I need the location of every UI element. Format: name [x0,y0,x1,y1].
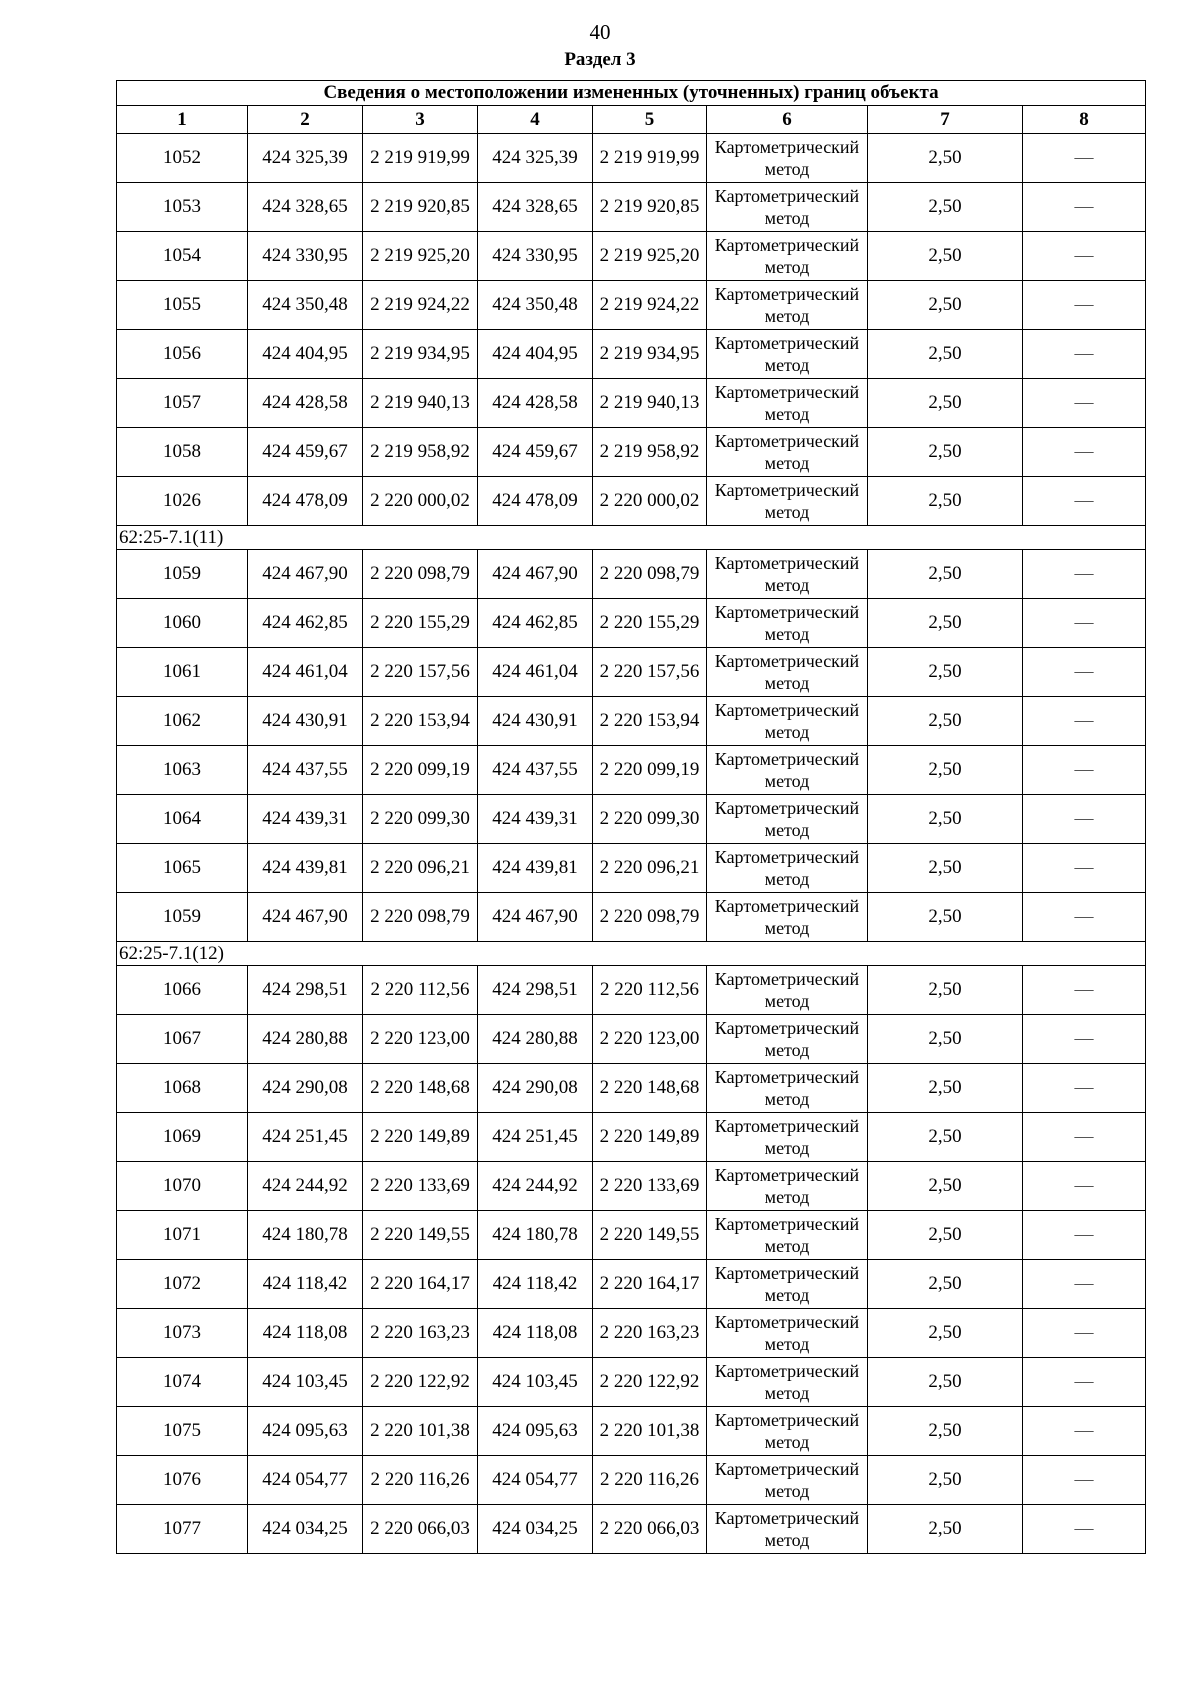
description-cell: — [1023,1064,1146,1113]
description-cell: — [1023,281,1146,330]
y-existing-cell: 2 219 958,92 [363,428,478,477]
description-cell: — [1023,966,1146,1015]
y-new-cell: 2 219 925,20 [593,232,707,281]
method-cell: Картометрический метод [707,844,868,893]
table-row [117,1162,1146,1211]
description-cell: — [1023,477,1146,526]
x-new-cell: 424 330,95 [478,232,593,281]
point-number-cell: 1060 [117,599,248,648]
y-new-cell: 2 220 157,56 [593,648,707,697]
accuracy-cell: 2,50 [868,648,1023,697]
x-existing-cell: 424 404,95 [248,330,363,379]
table-row [117,1456,1146,1505]
y-new-cell: 2 219 924,22 [593,281,707,330]
x-new-cell: 424 103,45 [478,1358,593,1407]
accuracy-cell: 2,50 [868,281,1023,330]
x-new-cell: 424 404,95 [478,330,593,379]
method-cell: Картометрический метод [707,1064,868,1113]
description-cell: — [1023,1113,1146,1162]
y-existing-cell: 2 220 122,92 [363,1358,478,1407]
column-number-row [117,106,1146,134]
y-existing-cell: 2 220 116,26 [363,1456,478,1505]
y-new-cell: 2 220 066,03 [593,1505,707,1554]
x-new-cell: 424 298,51 [478,966,593,1015]
contour-group-row [117,942,1146,966]
y-existing-cell: 2 220 163,23 [363,1309,478,1358]
method-cell: Картометрический метод [707,232,868,281]
y-new-cell: 2 220 122,92 [593,1358,707,1407]
accuracy-cell: 2,50 [868,893,1023,942]
contour-label: 62:25-7.1(11) [117,526,1146,550]
y-new-cell: 2 220 116,26 [593,1456,707,1505]
description-cell: — [1023,1260,1146,1309]
point-number-cell: 1067 [117,1015,248,1064]
table-row [117,599,1146,648]
x-new-cell: 424 459,67 [478,428,593,477]
table-row [117,1064,1146,1113]
table-row [117,379,1146,428]
description-cell: — [1023,428,1146,477]
x-existing-cell: 424 118,42 [248,1260,363,1309]
method-cell: Картометрический метод [707,648,868,697]
x-existing-cell: 424 118,08 [248,1309,363,1358]
x-new-cell: 424 467,90 [478,893,593,942]
x-new-cell: 424 118,08 [478,1309,593,1358]
point-number-cell: 1071 [117,1211,248,1260]
point-number-cell: 1075 [117,1407,248,1456]
x-new-cell: 424 462,85 [478,599,593,648]
point-number-cell: 1056 [117,330,248,379]
point-number-cell: 1055 [117,281,248,330]
accuracy-cell: 2,50 [868,477,1023,526]
y-existing-cell: 2 219 920,85 [363,183,478,232]
column-number-1: 1 [117,106,248,134]
point-number-cell: 1077 [117,1505,248,1554]
accuracy-cell: 2,50 [868,134,1023,183]
method-cell: Картометрический метод [707,599,868,648]
method-cell: Картометрический метод [707,281,868,330]
accuracy-cell: 2,50 [868,1358,1023,1407]
x-new-cell: 424 461,04 [478,648,593,697]
x-existing-cell: 424 467,90 [248,893,363,942]
x-existing-cell: 424 467,90 [248,550,363,599]
point-number-cell: 1065 [117,844,248,893]
x-new-cell: 424 478,09 [478,477,593,526]
x-new-cell: 424 428,58 [478,379,593,428]
accuracy-cell: 2,50 [868,232,1023,281]
x-existing-cell: 424 054,77 [248,1456,363,1505]
y-existing-cell: 2 220 148,68 [363,1064,478,1113]
y-new-cell: 2 220 112,56 [593,966,707,1015]
description-cell: — [1023,1358,1146,1407]
x-new-cell: 424 180,78 [478,1211,593,1260]
table-caption: Сведения о местоположении измененных (уточненных) границ объекта [117,81,1146,106]
description-cell: — [1023,232,1146,281]
table-row [117,1505,1146,1554]
y-new-cell: 2 220 123,00 [593,1015,707,1064]
point-number-cell: 1066 [117,966,248,1015]
x-new-cell: 424 054,77 [478,1456,593,1505]
description-cell: — [1023,844,1146,893]
description-cell: — [1023,330,1146,379]
x-existing-cell: 424 244,92 [248,1162,363,1211]
y-new-cell: 2 219 958,92 [593,428,707,477]
point-number-cell: 1054 [117,232,248,281]
y-new-cell: 2 219 934,95 [593,330,707,379]
x-existing-cell: 424 459,67 [248,428,363,477]
point-number-cell: 1064 [117,795,248,844]
table-row [117,1358,1146,1407]
section-title: Раздел 3 [564,49,636,70]
accuracy-cell: 2,50 [868,844,1023,893]
table-row [117,1113,1146,1162]
point-number-cell: 1057 [117,379,248,428]
accuracy-cell: 2,50 [868,966,1023,1015]
y-existing-cell: 2 220 133,69 [363,1162,478,1211]
point-number-cell: 1058 [117,428,248,477]
y-existing-cell: 2 220 096,21 [363,844,478,893]
column-number-7: 7 [868,106,1023,134]
contour-group-row [117,526,1146,550]
method-cell: Картометрический метод [707,1260,868,1309]
x-new-cell: 424 439,31 [478,795,593,844]
y-existing-cell: 2 220 098,79 [363,550,478,599]
description-cell: — [1023,550,1146,599]
y-new-cell: 2 220 098,79 [593,893,707,942]
column-number-4: 4 [478,106,593,134]
x-existing-cell: 424 439,31 [248,795,363,844]
y-existing-cell: 2 220 000,02 [363,477,478,526]
method-cell: Картометрический метод [707,183,868,232]
x-new-cell: 424 244,92 [478,1162,593,1211]
x-existing-cell: 424 428,58 [248,379,363,428]
y-new-cell: 2 219 919,99 [593,134,707,183]
description-cell: — [1023,893,1146,942]
accuracy-cell: 2,50 [868,1211,1023,1260]
x-existing-cell: 424 325,39 [248,134,363,183]
table-row [117,844,1146,893]
method-cell: Картометрический метод [707,330,868,379]
column-number-5: 5 [593,106,707,134]
method-cell: Картометрический метод [707,1309,868,1358]
column-number-8: 8 [1023,106,1146,134]
method-cell: Картометрический метод [707,428,868,477]
table-row [117,746,1146,795]
accuracy-cell: 2,50 [868,746,1023,795]
point-number-cell: 1059 [117,893,248,942]
description-cell: — [1023,1407,1146,1456]
accuracy-cell: 2,50 [868,1162,1023,1211]
x-existing-cell: 424 034,25 [248,1505,363,1554]
point-number-cell: 1069 [117,1113,248,1162]
description-cell: — [1023,697,1146,746]
column-number-3: 3 [363,106,478,134]
x-existing-cell: 424 430,91 [248,697,363,746]
x-existing-cell: 424 437,55 [248,746,363,795]
point-number-cell: 1053 [117,183,248,232]
point-number-cell: 1076 [117,1456,248,1505]
x-existing-cell: 424 298,51 [248,966,363,1015]
accuracy-cell: 2,50 [868,599,1023,648]
x-new-cell: 424 251,45 [478,1113,593,1162]
x-existing-cell: 424 478,09 [248,477,363,526]
method-cell: Картометрический метод [707,1456,868,1505]
x-existing-cell: 424 328,65 [248,183,363,232]
x-new-cell: 424 430,91 [478,697,593,746]
y-new-cell: 2 220 164,17 [593,1260,707,1309]
method-cell: Картометрический метод [707,697,868,746]
y-new-cell: 2 220 149,89 [593,1113,707,1162]
accuracy-cell: 2,50 [868,1015,1023,1064]
y-existing-cell: 2 220 155,29 [363,599,478,648]
accuracy-cell: 2,50 [868,1505,1023,1554]
table-row [117,428,1146,477]
point-number-cell: 1073 [117,1309,248,1358]
method-cell: Картометрический метод [707,550,868,599]
x-existing-cell: 424 462,85 [248,599,363,648]
x-new-cell: 424 280,88 [478,1015,593,1064]
method-cell: Картометрический метод [707,966,868,1015]
y-new-cell: 2 219 940,13 [593,379,707,428]
column-number-6: 6 [707,106,868,134]
description-cell: — [1023,379,1146,428]
x-new-cell: 424 290,08 [478,1064,593,1113]
x-new-cell: 424 328,65 [478,183,593,232]
boundary-coordinates-table [116,80,1146,1554]
y-existing-cell: 2 220 164,17 [363,1260,478,1309]
table-row [117,966,1146,1015]
accuracy-cell: 2,50 [868,1456,1023,1505]
accuracy-cell: 2,50 [868,183,1023,232]
table-row [117,477,1146,526]
point-number-cell: 1059 [117,550,248,599]
y-new-cell: 2 220 099,30 [593,795,707,844]
description-cell: — [1023,599,1146,648]
accuracy-cell: 2,50 [868,379,1023,428]
point-number-cell: 1072 [117,1260,248,1309]
description-cell: — [1023,1015,1146,1064]
point-number-cell: 1074 [117,1358,248,1407]
method-cell: Картометрический метод [707,1358,868,1407]
x-existing-cell: 424 095,63 [248,1407,363,1456]
table-row [117,550,1146,599]
x-existing-cell: 424 439,81 [248,844,363,893]
method-cell: Картометрический метод [707,795,868,844]
contour-label: 62:25-7.1(12) [117,942,1146,966]
x-new-cell: 424 437,55 [478,746,593,795]
accuracy-cell: 2,50 [868,1064,1023,1113]
y-existing-cell: 2 219 934,95 [363,330,478,379]
table-row [117,1407,1146,1456]
x-new-cell: 424 467,90 [478,550,593,599]
y-existing-cell: 2 219 925,20 [363,232,478,281]
y-new-cell: 2 220 155,29 [593,599,707,648]
y-new-cell: 2 219 920,85 [593,183,707,232]
x-existing-cell: 424 180,78 [248,1211,363,1260]
accuracy-cell: 2,50 [868,697,1023,746]
page-number: 40 [589,20,611,44]
table-row [117,1015,1146,1064]
y-new-cell: 2 220 099,19 [593,746,707,795]
table-row [117,134,1146,183]
x-existing-cell: 424 103,45 [248,1358,363,1407]
table-row [117,183,1146,232]
description-cell: — [1023,1309,1146,1358]
y-existing-cell: 2 220 098,79 [363,893,478,942]
x-existing-cell: 424 350,48 [248,281,363,330]
point-number-cell: 1062 [117,697,248,746]
x-existing-cell: 424 280,88 [248,1015,363,1064]
point-number-cell: 1063 [117,746,248,795]
x-new-cell: 424 350,48 [478,281,593,330]
table-row [117,281,1146,330]
y-existing-cell: 2 220 112,56 [363,966,478,1015]
table-row [117,1260,1146,1309]
description-cell: — [1023,1162,1146,1211]
y-existing-cell: 2 220 066,03 [363,1505,478,1554]
y-existing-cell: 2 220 149,89 [363,1113,478,1162]
table-row [117,697,1146,746]
accuracy-cell: 2,50 [868,1309,1023,1358]
method-cell: Картометрический метод [707,1505,868,1554]
description-cell: — [1023,183,1146,232]
accuracy-cell: 2,50 [868,1260,1023,1309]
method-cell: Картометрический метод [707,1211,868,1260]
point-number-cell: 1070 [117,1162,248,1211]
method-cell: Картометрический метод [707,134,868,183]
description-cell: — [1023,1456,1146,1505]
table-row [117,795,1146,844]
table-row [117,648,1146,697]
table-row [117,1309,1146,1358]
method-cell: Картометрический метод [707,1162,868,1211]
accuracy-cell: 2,50 [868,795,1023,844]
y-new-cell: 2 220 153,94 [593,697,707,746]
x-new-cell: 424 439,81 [478,844,593,893]
y-existing-cell: 2 220 157,56 [363,648,478,697]
y-existing-cell: 2 219 940,13 [363,379,478,428]
x-new-cell: 424 325,39 [478,134,593,183]
y-existing-cell: 2 220 099,19 [363,746,478,795]
y-existing-cell: 2 220 099,30 [363,795,478,844]
table-row [117,893,1146,942]
table-row [117,1211,1146,1260]
description-cell: — [1023,1505,1146,1554]
point-number-cell: 1052 [117,134,248,183]
y-new-cell: 2 220 096,21 [593,844,707,893]
table-row [117,232,1146,281]
point-number-cell: 1061 [117,648,248,697]
description-cell: — [1023,795,1146,844]
y-new-cell: 2 220 101,38 [593,1407,707,1456]
method-cell: Картометрический метод [707,893,868,942]
point-number-cell: 1026 [117,477,248,526]
y-new-cell: 2 220 098,79 [593,550,707,599]
accuracy-cell: 2,50 [868,330,1023,379]
y-existing-cell: 2 219 924,22 [363,281,478,330]
accuracy-cell: 2,50 [868,428,1023,477]
x-new-cell: 424 095,63 [478,1407,593,1456]
method-cell: Картометрический метод [707,379,868,428]
y-new-cell: 2 220 000,02 [593,477,707,526]
y-existing-cell: 2 220 153,94 [363,697,478,746]
x-existing-cell: 424 290,08 [248,1064,363,1113]
method-cell: Картометрический метод [707,1015,868,1064]
description-cell: — [1023,746,1146,795]
description-cell: — [1023,134,1146,183]
y-existing-cell: 2 219 919,99 [363,134,478,183]
description-cell: — [1023,648,1146,697]
accuracy-cell: 2,50 [868,1113,1023,1162]
description-cell: — [1023,1211,1146,1260]
x-new-cell: 424 034,25 [478,1505,593,1554]
y-existing-cell: 2 220 101,38 [363,1407,478,1456]
accuracy-cell: 2,50 [868,1407,1023,1456]
y-new-cell: 2 220 148,68 [593,1064,707,1113]
method-cell: Картометрический метод [707,477,868,526]
method-cell: Картометрический метод [707,746,868,795]
y-new-cell: 2 220 149,55 [593,1211,707,1260]
y-new-cell: 2 220 133,69 [593,1162,707,1211]
table-row [117,330,1146,379]
y-existing-cell: 2 220 149,55 [363,1211,478,1260]
x-new-cell: 424 118,42 [478,1260,593,1309]
method-cell: Картометрический метод [707,1113,868,1162]
method-cell: Картометрический метод [707,1407,868,1456]
accuracy-cell: 2,50 [868,550,1023,599]
y-new-cell: 2 220 163,23 [593,1309,707,1358]
x-existing-cell: 424 461,04 [248,648,363,697]
x-existing-cell: 424 251,45 [248,1113,363,1162]
column-number-2: 2 [248,106,363,134]
y-existing-cell: 2 220 123,00 [363,1015,478,1064]
x-existing-cell: 424 330,95 [248,232,363,281]
point-number-cell: 1068 [117,1064,248,1113]
